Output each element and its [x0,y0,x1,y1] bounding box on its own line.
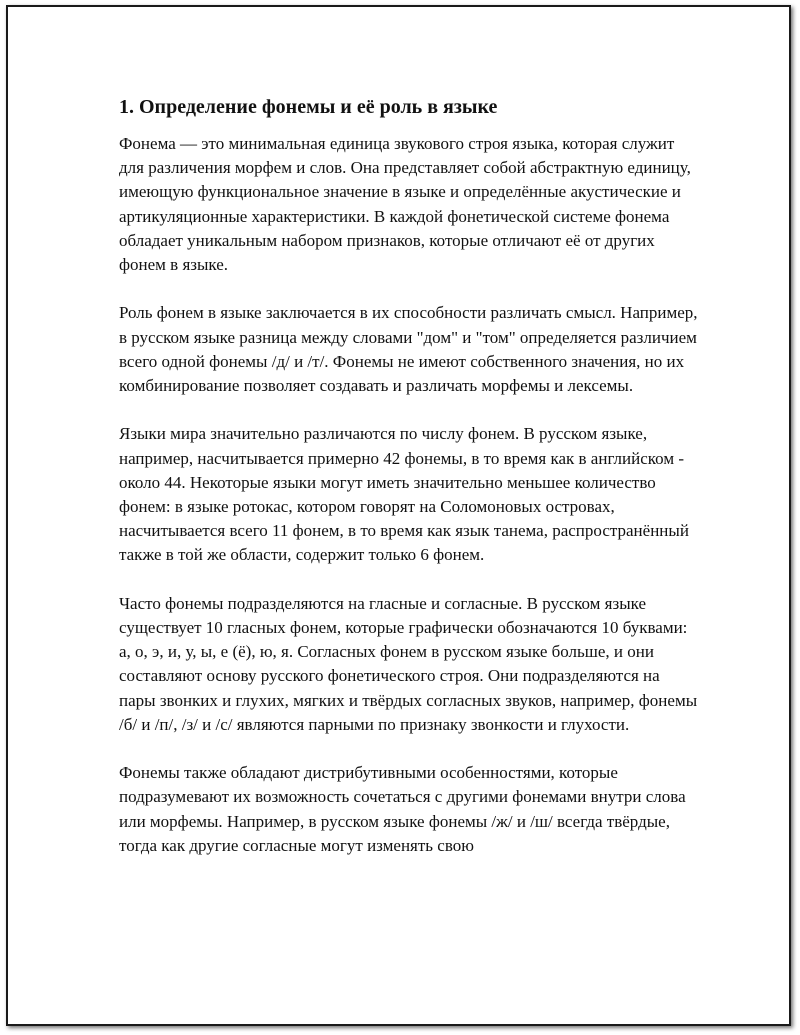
section-heading: 1. Определение фонемы и её роль в языке [119,96,498,118]
document-content [119,95,699,882]
paragraph-role: Роль фонем в языке заключается в их способности различать смысл. Например, в русском языке разница между словами "дом" и "том" определяется различием всего одной фонемы /д/ и /т/. Фонемы не имеют собственного значения, но их комбинирование позволяет создавать и различать морфемы и лексемы. [119,303,698,396]
paragraph-vowels-consonants: Часто фонемы подразделяются на гласные и согласные. В русском языке существует 10 гласных фонем, которые графически обозначаются 10 буквами: а, о, э, и, у, ы, е (ё), ю, я. Согласных фонем в русском языке больше, и они составляют основу русского фонетического строя. Они подразделяются на пары звонких и глухих, мягких и твёрдых согласных звуков, например, фонемы /б/ и /п/, /з/ и /с/ являются парными по признаку звонкости и глухости. [119,593,698,734]
paragraph-phoneme-counts: Языки мира значительно различаются по числу фонем. В русском языке, например, насчитывается примерно 42 фонемы, в то время как в английском - около 44. Некоторые языки могут иметь значительно меньшее количество фонем: в языке ротокас, котором говорят на Соломоновых островах, насчитывается всего 11 фонем, в то время как язык танема, распространённый также в той же области, содержит только 6 фонем. [119,424,689,565]
paragraph-distribution: Фонемы также обладают дистрибутивными особенностями, которые подразумевают их возможность сочетаться с другими фонемами внутри слова или морфемы. Например, в русском языке фонемы /ж/ и /ш/ всегда твёрдые, тогда как другие согласные могут изменять свою [119,763,686,855]
paragraph-definition: Фонема — это минимальная единица звукового строя языка, которая служит для различения морфем и слов. Она представляет собой абстрактную единицу, имеющую функциональное значение в языке и определённые акустические и артикуляционные характеристики. В каждой фонетической системе фонема обладает уникальным набором признаков, которые отличают её от других фонем в языке. [119,134,691,275]
document-page [6,5,791,1026]
